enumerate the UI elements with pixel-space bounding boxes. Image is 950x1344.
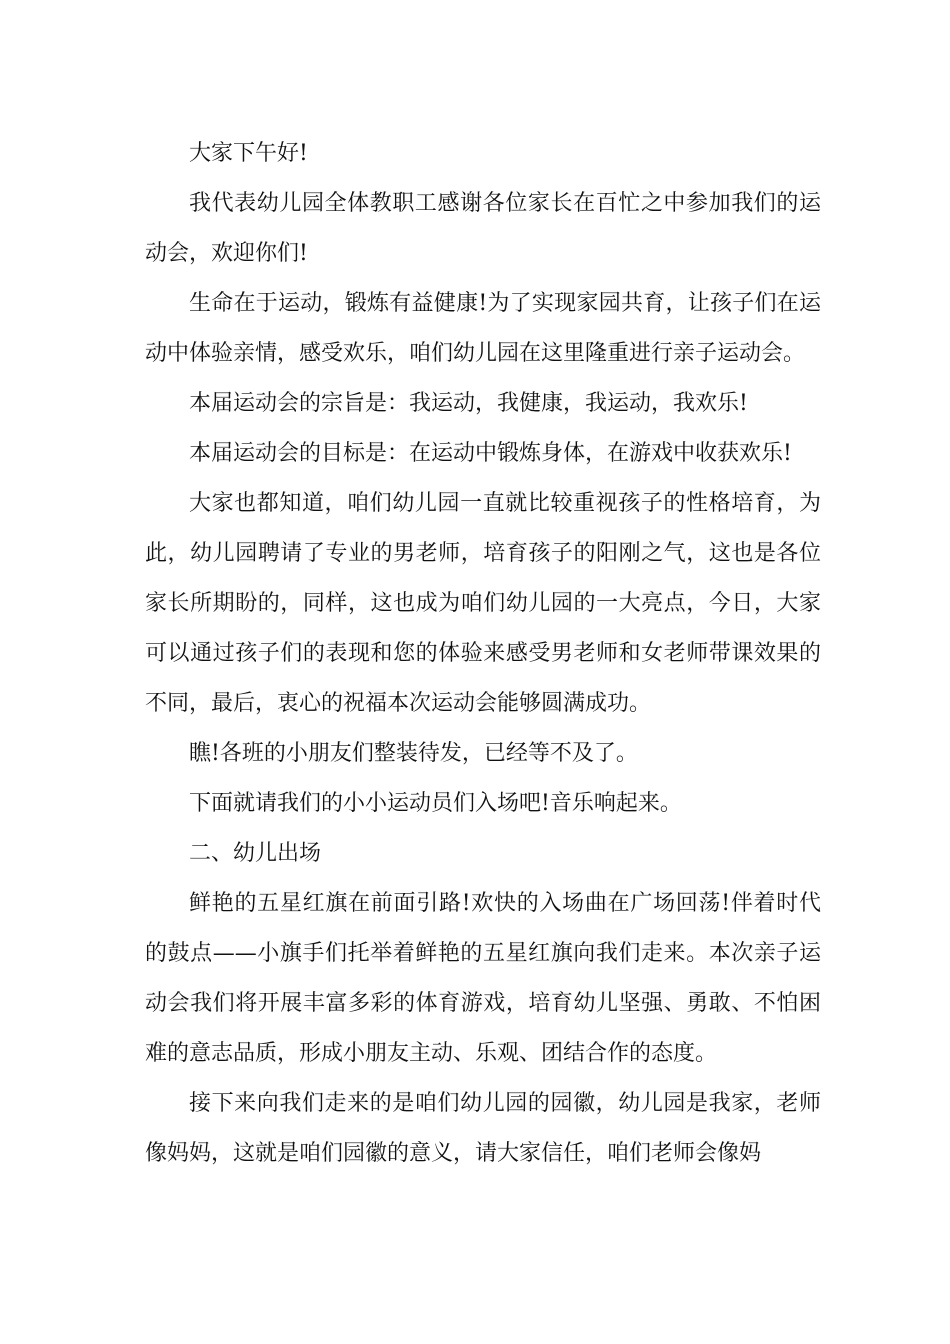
paragraph-goal: 本届运动会的目标是：在运动中锻炼身体，在游戏中收获欢乐! [189,441,792,466]
paragraph-flag: 鲜艳的五星红旗在前面引路!欢快的入场曲在广场回荡!伴着时代的鼓点——小旗手们托举着鲜艳的五星红旗向我们走来。本次亲子运动会我们将开展丰富多彩的体育游戏，培育幼儿坚强、勇敢、不怕困难的意志品质，形成小朋友主动、乐观、团结合作的态度。 [145,891,821,1066]
paragraph-enter: 下面就请我们的小小运动员们入场吧!音乐响起来。 [189,791,682,816]
paragraph-purpose: 生命在于运动，锻炼有益健康!为了实现家园共育，让孩子们在运动中体验亲情，感受欢乐，咱们幼儿园在这里隆重进行亲子运动会。 [145,291,821,366]
paragraph-greeting: 大家下午好! [189,141,308,166]
paragraph-aim: 本届运动会的宗旨是：我运动，我健康，我运动，我欢乐! [189,391,748,416]
paragraph-thanks: 我代表幼儿园全体教职工感谢各位家长在百忙之中参加我们的运动会，欢迎你们! [145,191,821,266]
paragraph-emblem: 接下来向我们走来的是咱们幼儿园的园徽，幼儿园是我家，老师像妈妈，这就是咱们园徽的意义，请大家信任，咱们老师会像妈 [145,1091,821,1166]
section-heading: 二、幼儿出场 [189,841,322,866]
document-body [145,129,821,1179]
paragraph-male-teachers: 大家也都知道，咱们幼儿园一直就比较重视孩子的性格培育，为此，幼儿园聘请了专业的男老师，培育孩子的阳刚之气，这也是各位家长所期盼的，同样，这也成为咱们幼儿园的一大亮点，今日，大家可以通过孩子们的表现和您的体验来感受男老师和女老师带课效果的不同，最后，衷心的祝福本次运动会能够圆满成功。 [145,491,821,716]
paragraph-ready: 瞧!各班的小朋友们整装待发，已经等不及了。 [189,741,638,766]
